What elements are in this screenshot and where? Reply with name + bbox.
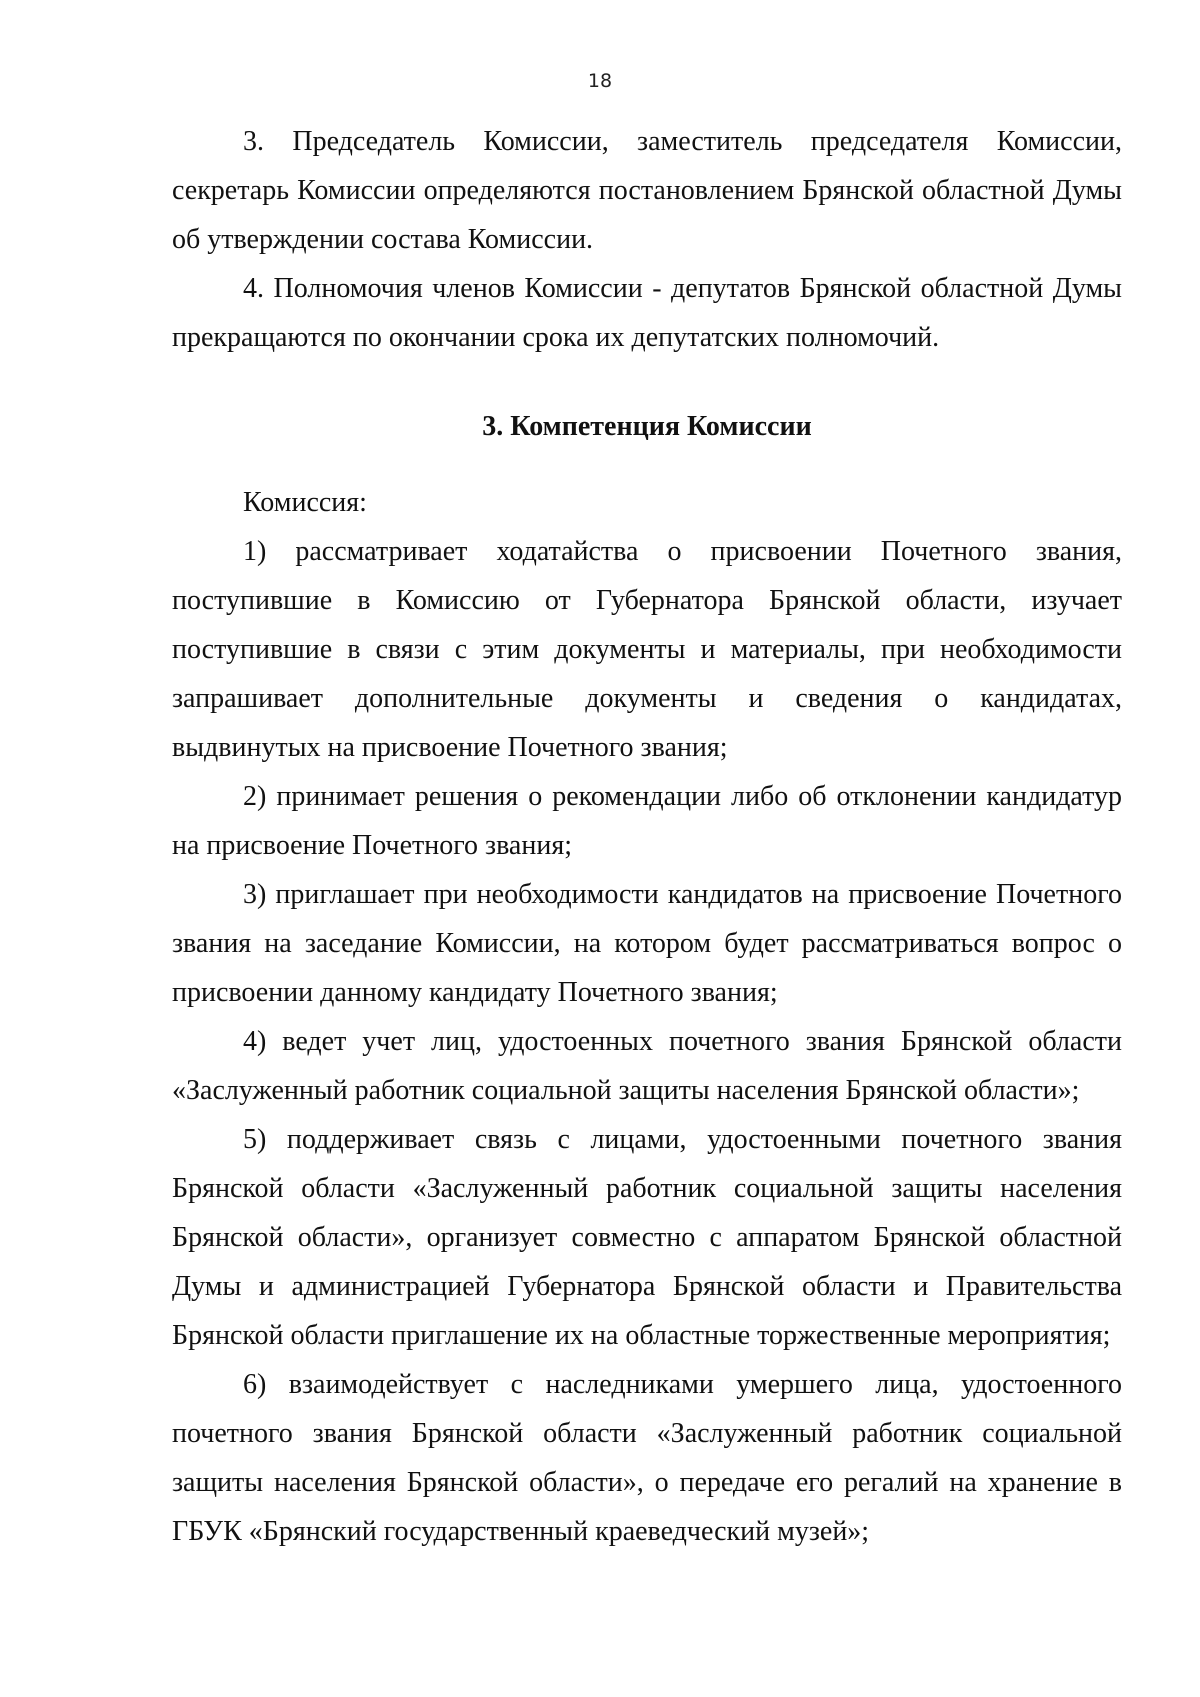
list-item-2: 2) принимает решения о рекомендации либо об отклонении кандидатур на присвоение Почетного звания; xyxy=(172,781,1122,861)
paragraph-4: 4. Полномочия членов Комиссии - депутатов Брянской областной Думы прекращаются по окончании срока их депутатских полномочий. xyxy=(172,273,1122,353)
list-item-4: 4) ведет учет лиц, удостоенных почетного звания Брянской области «Заслуженный работник социальной защиты населения Брянской области»; xyxy=(172,1026,1122,1106)
list-item-6: 6) взаимодействует с наследниками умершего лица, удостоенного почетного звания Брянской области «Заслуженный работник социальной защиты населения Брянской области», о передаче его регалий на хранение в ГБУК «Брянский государственный краеведческий музей»; xyxy=(172,1369,1122,1547)
page-number: 18 xyxy=(587,70,613,92)
section-heading: 3. Компетенция Комиссии xyxy=(482,411,812,442)
list-item-1: 1) рассматривает ходатайства о присвоении Почетного звания, поступившие в Комиссию от Губернатора Брянской области, изучает поступившие в связи с этим документы и материалы, при необходимости запрашивает дополнительные документы и сведения о кандидатах, выдвинутых на присвоение Почетного звания; xyxy=(172,536,1122,763)
list-item-5: 5) поддерживает связь с лицами, удостоенными почетного звания Брянской области «Заслуженный работник социальной защиты населения Брянской области», организует совместно с аппаратом Брянской областной Думы и администрацией Губернатора Брянской области и Правительства Брянской области приглашение их на областные торжественные мероприятия; xyxy=(172,1124,1122,1351)
paragraph-3: 3. Председатель Комиссии, заместитель председателя Комиссии, секретарь Комиссии определяются постановлением Брянской областной Думы об утверждении состава Комиссии. xyxy=(172,126,1122,255)
list-item-3: 3) приглашает при необходимости кандидатов на присвоение Почетного звания на заседание Комиссии, на котором будет рассматриваться вопрос о присвоении данному кандидату Почетного звания; xyxy=(172,879,1122,1008)
section-intro: Комиссия: xyxy=(243,487,367,518)
document-body xyxy=(172,117,1122,1556)
